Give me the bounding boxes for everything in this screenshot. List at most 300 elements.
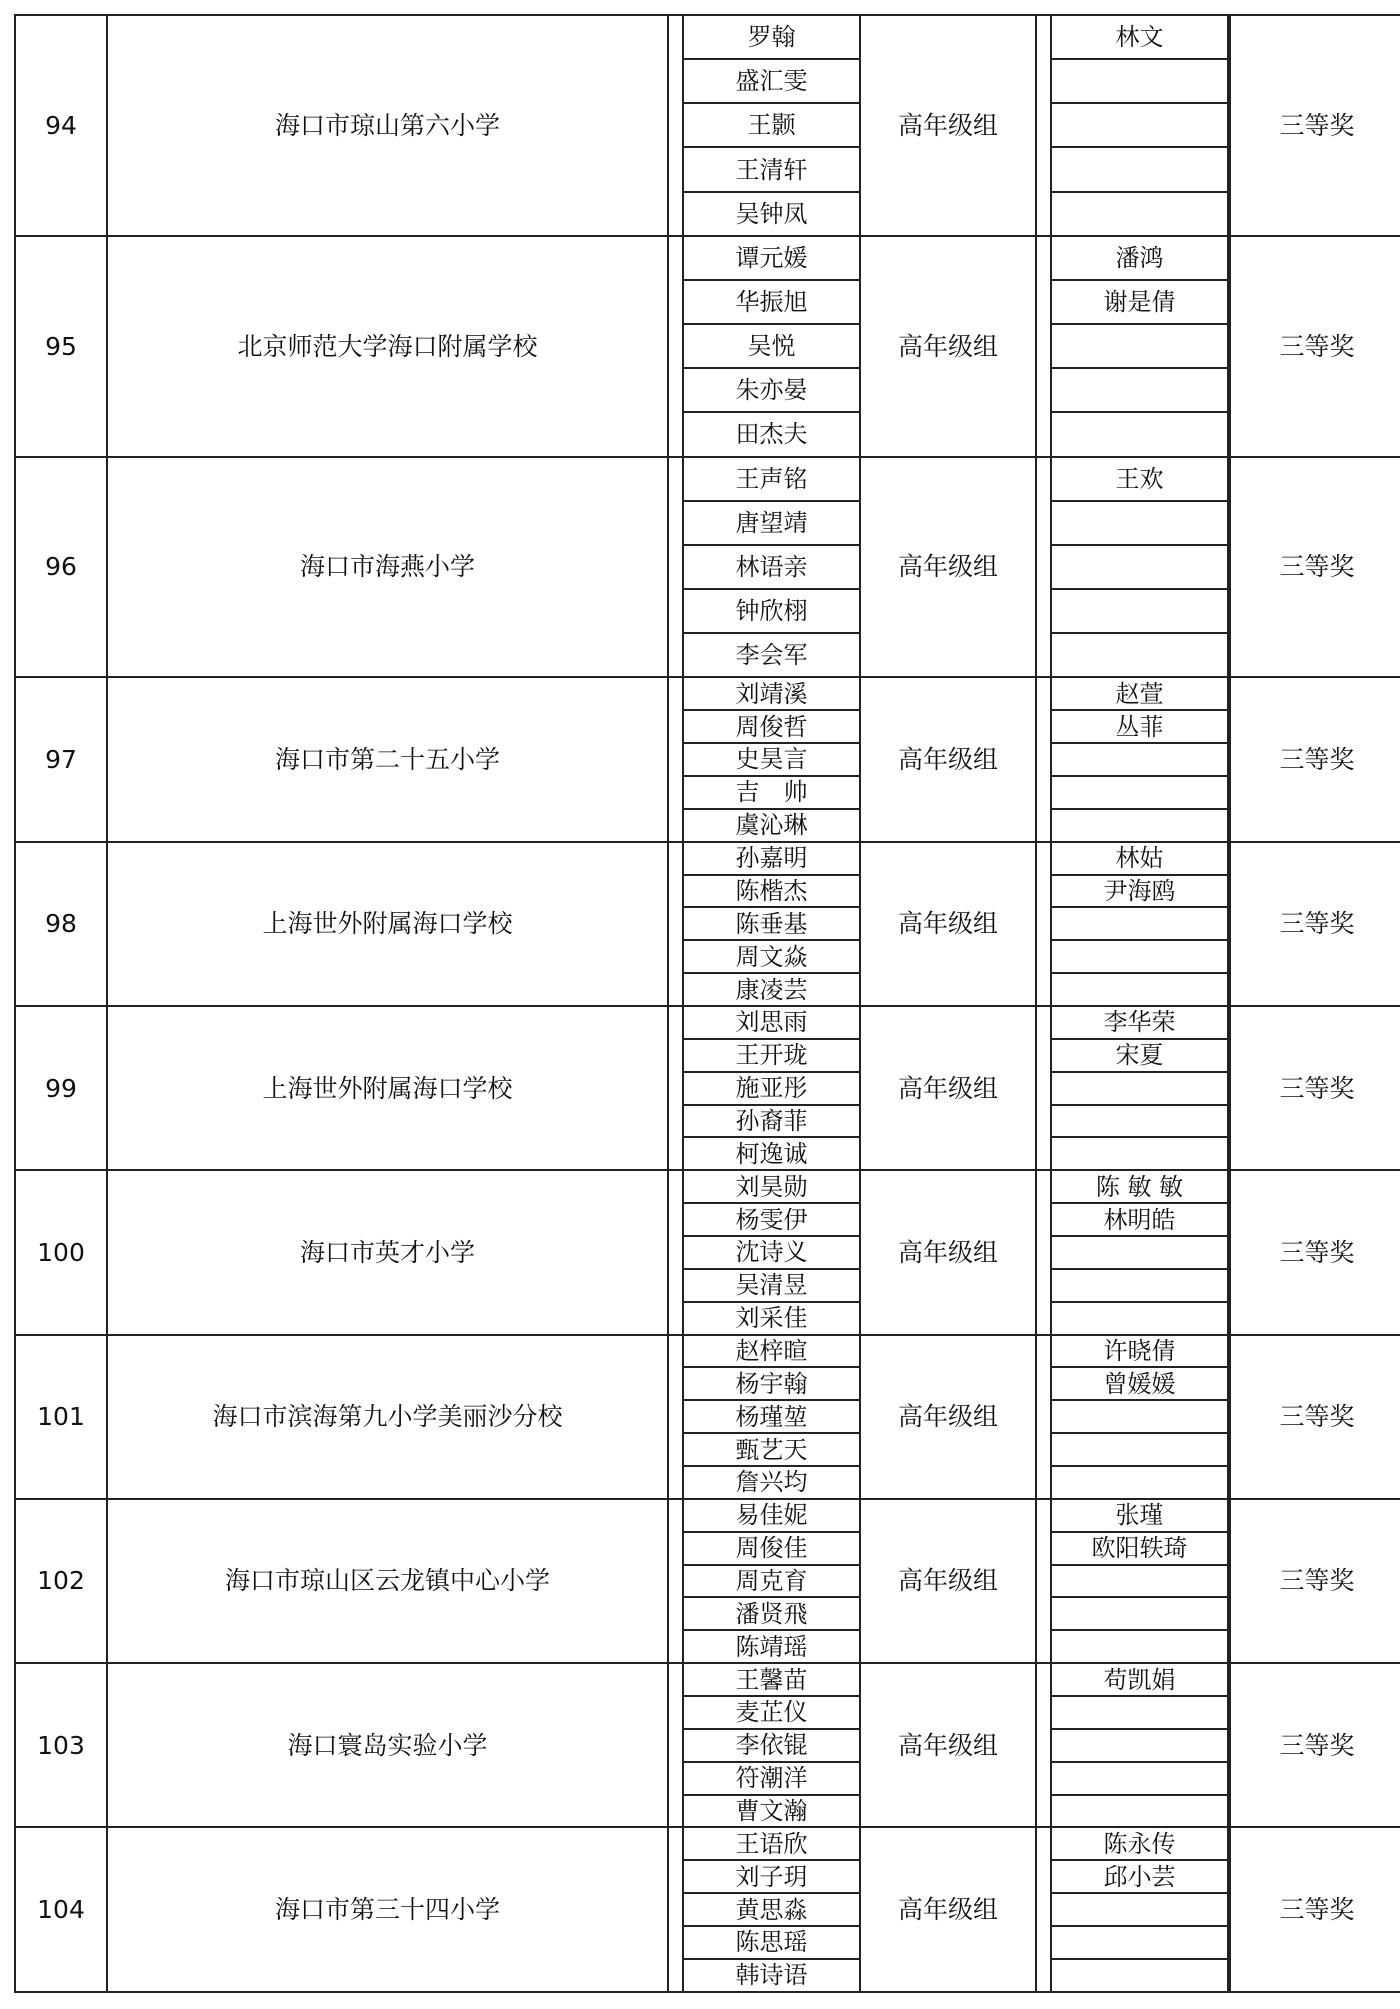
student-name-cell: 盛汇雯 bbox=[683, 59, 860, 103]
spacer-cell bbox=[668, 545, 683, 589]
student-name-cell: 田杰夫 bbox=[683, 412, 860, 456]
award-cell: 三等奖 bbox=[1230, 1499, 1400, 1663]
award-table-body bbox=[15, 15, 1400, 1992]
teacher-name-cell bbox=[1051, 412, 1228, 456]
spacer-cell bbox=[1228, 59, 1230, 103]
spacer-cell bbox=[1036, 1302, 1051, 1335]
spacer-cell bbox=[1036, 1893, 1051, 1926]
student-name-cell: 陈楷杰 bbox=[683, 875, 860, 908]
spacer-cell bbox=[1228, 1203, 1230, 1236]
spacer-cell bbox=[668, 1729, 683, 1762]
student-name-cell: 周俊佳 bbox=[683, 1532, 860, 1565]
teacher-name-cell bbox=[1051, 103, 1228, 147]
spacer-cell bbox=[1036, 940, 1051, 973]
spacer-cell bbox=[1228, 192, 1230, 236]
spacer-cell bbox=[1228, 1466, 1230, 1499]
spacer-cell bbox=[1036, 842, 1051, 875]
table-row bbox=[15, 1006, 1400, 1039]
teacher-name-cell: 王欢 bbox=[1051, 457, 1228, 501]
award-table bbox=[14, 14, 1400, 1993]
spacer-cell bbox=[1036, 1433, 1051, 1466]
spacer-cell bbox=[1228, 1367, 1230, 1400]
table-row bbox=[15, 677, 1400, 710]
student-name-cell: 潘贤飛 bbox=[683, 1597, 860, 1630]
student-name-cell: 钟欣栩 bbox=[683, 589, 860, 633]
table-row bbox=[15, 1827, 1400, 1860]
teacher-name-cell bbox=[1051, 1137, 1228, 1170]
table-row bbox=[15, 1499, 1400, 1532]
teacher-name-cell bbox=[1051, 589, 1228, 633]
spacer-cell bbox=[1228, 809, 1230, 842]
teacher-name-cell bbox=[1051, 809, 1228, 842]
spacer-cell bbox=[668, 147, 683, 191]
spacer-cell bbox=[1036, 1170, 1051, 1203]
teacher-name-cell: 潘鸿 bbox=[1051, 236, 1228, 280]
spacer-cell bbox=[1228, 412, 1230, 456]
entry-number-cell: 98 bbox=[15, 842, 107, 1006]
spacer-cell bbox=[1228, 1433, 1230, 1466]
spacer-cell bbox=[668, 1269, 683, 1302]
teacher-name-cell bbox=[1051, 907, 1228, 940]
teacher-name-cell: 李华荣 bbox=[1051, 1006, 1228, 1039]
spacer-cell bbox=[668, 103, 683, 147]
spacer-cell bbox=[1036, 1532, 1051, 1565]
student-name-cell: 柯逸诚 bbox=[683, 1137, 860, 1170]
spacer-cell bbox=[668, 710, 683, 743]
student-name-cell: 康凌芸 bbox=[683, 973, 860, 1006]
teacher-name-cell: 陈 敏 敏 bbox=[1051, 1170, 1228, 1203]
teacher-name-cell bbox=[1051, 1565, 1228, 1598]
spacer-cell bbox=[668, 1039, 683, 1072]
spacer-cell bbox=[668, 457, 683, 501]
teacher-name-cell bbox=[1051, 1269, 1228, 1302]
teacher-name-cell: 谢是倩 bbox=[1051, 280, 1228, 324]
student-name-cell: 韩诗语 bbox=[683, 1959, 860, 1992]
student-name-cell: 吴清昱 bbox=[683, 1269, 860, 1302]
spacer-cell bbox=[1228, 545, 1230, 589]
spacer-cell bbox=[668, 940, 683, 973]
spacer-cell bbox=[668, 1893, 683, 1926]
student-name-cell: 符潮洋 bbox=[683, 1762, 860, 1795]
entry-number-cell: 103 bbox=[15, 1663, 107, 1827]
spacer-cell bbox=[668, 973, 683, 1006]
teacher-name-cell bbox=[1051, 1926, 1228, 1959]
student-name-cell: 虞沁琳 bbox=[683, 809, 860, 842]
spacer-cell bbox=[1036, 907, 1051, 940]
teacher-name-cell bbox=[1051, 1433, 1228, 1466]
spacer-cell bbox=[1036, 15, 1051, 59]
teacher-name-cell bbox=[1051, 1795, 1228, 1828]
student-name-cell: 唐望靖 bbox=[683, 501, 860, 545]
spacer-cell bbox=[1036, 236, 1051, 280]
spacer-cell bbox=[1036, 776, 1051, 809]
student-name-cell: 林语亲 bbox=[683, 545, 860, 589]
group-cell: 高年级组 bbox=[860, 1335, 1036, 1499]
spacer-cell bbox=[1228, 1302, 1230, 1335]
spacer-cell bbox=[668, 1597, 683, 1630]
teacher-name-cell bbox=[1051, 1302, 1228, 1335]
entry-number-cell: 100 bbox=[15, 1170, 107, 1334]
spacer-cell bbox=[668, 1499, 683, 1532]
spacer-cell bbox=[1228, 1959, 1230, 1992]
student-name-cell: 史昊言 bbox=[683, 743, 860, 776]
teacher-name-cell bbox=[1051, 1072, 1228, 1105]
spacer-cell bbox=[1228, 1762, 1230, 1795]
spacer-cell bbox=[1036, 743, 1051, 776]
teacher-name-cell bbox=[1051, 1630, 1228, 1663]
spacer-cell bbox=[1036, 103, 1051, 147]
spacer-cell bbox=[668, 1959, 683, 1992]
student-name-cell: 陈思瑶 bbox=[683, 1926, 860, 1959]
student-name-cell: 孙嘉明 bbox=[683, 842, 860, 875]
spacer-cell bbox=[668, 1137, 683, 1170]
spacer-cell bbox=[1228, 1137, 1230, 1170]
spacer-cell bbox=[668, 1696, 683, 1729]
spacer-cell bbox=[668, 1795, 683, 1828]
award-cell: 三等奖 bbox=[1230, 1170, 1400, 1334]
spacer-cell bbox=[668, 59, 683, 103]
spacer-cell bbox=[1036, 1466, 1051, 1499]
spacer-cell bbox=[1036, 1860, 1051, 1893]
spacer-cell bbox=[1228, 907, 1230, 940]
teacher-name-cell bbox=[1051, 192, 1228, 236]
table-row bbox=[15, 842, 1400, 875]
teacher-name-cell: 邱小芸 bbox=[1051, 1860, 1228, 1893]
spacer-cell bbox=[1036, 1565, 1051, 1598]
student-name-cell: 詹兴均 bbox=[683, 1466, 860, 1499]
spacer-cell bbox=[1228, 1400, 1230, 1433]
school-name-cell: 北京师范大学海口附属学校 bbox=[107, 236, 668, 457]
award-cell: 三等奖 bbox=[1230, 1335, 1400, 1499]
spacer-cell bbox=[1036, 1499, 1051, 1532]
group-cell: 高年级组 bbox=[860, 15, 1036, 236]
student-name-cell: 朱亦晏 bbox=[683, 368, 860, 412]
student-name-cell: 王开珑 bbox=[683, 1039, 860, 1072]
spacer-cell bbox=[668, 1302, 683, 1335]
school-name-cell: 海口市第二十五小学 bbox=[107, 677, 668, 841]
spacer-cell bbox=[1036, 501, 1051, 545]
spacer-cell bbox=[1228, 1597, 1230, 1630]
spacer-cell bbox=[668, 1335, 683, 1368]
spacer-cell bbox=[668, 324, 683, 368]
table-row bbox=[15, 457, 1400, 501]
teacher-name-cell bbox=[1051, 633, 1228, 677]
spacer-cell bbox=[1036, 457, 1051, 501]
spacer-cell bbox=[1228, 280, 1230, 324]
entry-number-cell: 101 bbox=[15, 1335, 107, 1499]
spacer-cell bbox=[1036, 412, 1051, 456]
spacer-cell bbox=[668, 1565, 683, 1598]
student-name-cell: 周俊哲 bbox=[683, 710, 860, 743]
entry-number-cell: 97 bbox=[15, 677, 107, 841]
student-name-cell: 刘思雨 bbox=[683, 1006, 860, 1039]
teacher-name-cell bbox=[1051, 1400, 1228, 1433]
spacer-cell bbox=[1036, 1597, 1051, 1630]
spacer-cell bbox=[668, 280, 683, 324]
spacer-cell bbox=[1036, 1795, 1051, 1828]
spacer-cell bbox=[1036, 192, 1051, 236]
spacer-cell bbox=[1036, 368, 1051, 412]
spacer-cell bbox=[1228, 1039, 1230, 1072]
spacer-cell bbox=[1036, 1105, 1051, 1138]
spacer-cell bbox=[668, 1926, 683, 1959]
student-name-cell: 华振旭 bbox=[683, 280, 860, 324]
student-name-cell: 施亚彤 bbox=[683, 1072, 860, 1105]
student-name-cell: 陈垂基 bbox=[683, 907, 860, 940]
spacer-cell bbox=[1228, 501, 1230, 545]
entry-number-cell: 102 bbox=[15, 1499, 107, 1663]
spacer-cell bbox=[1228, 1795, 1230, 1828]
group-cell: 高年级组 bbox=[860, 677, 1036, 841]
spacer-cell bbox=[1228, 103, 1230, 147]
teacher-name-cell bbox=[1051, 368, 1228, 412]
student-name-cell: 曹文瀚 bbox=[683, 1795, 860, 1828]
group-cell: 高年级组 bbox=[860, 1006, 1036, 1170]
spacer-cell bbox=[1036, 280, 1051, 324]
student-name-cell: 周克育 bbox=[683, 1565, 860, 1598]
teacher-name-cell: 张瑾 bbox=[1051, 1499, 1228, 1532]
spacer-cell bbox=[1228, 1729, 1230, 1762]
teacher-name-cell: 林明皓 bbox=[1051, 1203, 1228, 1236]
teacher-name-cell: 林文 bbox=[1051, 15, 1228, 59]
teacher-name-cell bbox=[1051, 545, 1228, 589]
table-row bbox=[15, 1335, 1400, 1368]
spacer-cell bbox=[1228, 875, 1230, 908]
spacer-cell bbox=[1036, 1039, 1051, 1072]
spacer-cell bbox=[1036, 589, 1051, 633]
spacer-cell bbox=[1036, 1729, 1051, 1762]
spacer-cell bbox=[668, 412, 683, 456]
spacer-cell bbox=[668, 842, 683, 875]
spacer-cell bbox=[1036, 1367, 1051, 1400]
award-cell: 三等奖 bbox=[1230, 842, 1400, 1006]
group-cell: 高年级组 bbox=[860, 842, 1036, 1006]
spacer-cell bbox=[668, 1203, 683, 1236]
student-name-cell: 沈诗义 bbox=[683, 1236, 860, 1269]
student-name-cell: 刘子玥 bbox=[683, 1860, 860, 1893]
student-name-cell: 王馨苗 bbox=[683, 1663, 860, 1696]
table-row bbox=[15, 1170, 1400, 1203]
group-cell: 高年级组 bbox=[860, 1663, 1036, 1827]
teacher-name-cell: 丛菲 bbox=[1051, 710, 1228, 743]
entry-number-cell: 96 bbox=[15, 457, 107, 678]
school-name-cell: 海口市第三十四小学 bbox=[107, 1827, 668, 1992]
group-cell: 高年级组 bbox=[860, 1170, 1036, 1334]
spacer-cell bbox=[1228, 1269, 1230, 1302]
student-name-cell: 孙裔菲 bbox=[683, 1105, 860, 1138]
teacher-name-cell bbox=[1051, 940, 1228, 973]
teacher-name-cell bbox=[1051, 776, 1228, 809]
teacher-name-cell bbox=[1051, 1959, 1228, 1992]
spacer-cell bbox=[1036, 1236, 1051, 1269]
spacer-cell bbox=[668, 907, 683, 940]
school-name-cell: 海口市滨海第九小学美丽沙分校 bbox=[107, 1335, 668, 1499]
spacer-cell bbox=[668, 1466, 683, 1499]
teacher-name-cell: 尹海鸥 bbox=[1051, 875, 1228, 908]
school-name-cell: 海口市海燕小学 bbox=[107, 457, 668, 678]
spacer-cell bbox=[1228, 633, 1230, 677]
entry-number-cell: 94 bbox=[15, 15, 107, 236]
spacer-cell bbox=[668, 743, 683, 776]
spacer-cell bbox=[1228, 973, 1230, 1006]
spacer-cell bbox=[1036, 1269, 1051, 1302]
spacer-cell bbox=[668, 633, 683, 677]
teacher-name-cell bbox=[1051, 1762, 1228, 1795]
award-cell: 三等奖 bbox=[1230, 1827, 1400, 1992]
entry-number-cell: 104 bbox=[15, 1827, 107, 1992]
spacer-cell bbox=[1036, 1762, 1051, 1795]
student-name-cell: 李依锟 bbox=[683, 1729, 860, 1762]
spacer-cell bbox=[1036, 1663, 1051, 1696]
spacer-cell bbox=[668, 875, 683, 908]
award-cell: 三等奖 bbox=[1230, 15, 1400, 236]
spacer-cell bbox=[668, 1105, 683, 1138]
teacher-name-cell bbox=[1051, 324, 1228, 368]
spacer-cell bbox=[668, 809, 683, 842]
spacer-cell bbox=[668, 1072, 683, 1105]
spacer-cell bbox=[1036, 1630, 1051, 1663]
entry-number-cell: 95 bbox=[15, 236, 107, 457]
teacher-name-cell: 赵萱 bbox=[1051, 677, 1228, 710]
award-cell: 三等奖 bbox=[1230, 1663, 1400, 1827]
teacher-name-cell: 陈永传 bbox=[1051, 1827, 1228, 1860]
award-list-sheet bbox=[14, 14, 1383, 1993]
spacer-cell bbox=[1036, 1203, 1051, 1236]
spacer-cell bbox=[668, 1170, 683, 1203]
spacer-cell bbox=[1228, 1105, 1230, 1138]
spacer-cell bbox=[668, 192, 683, 236]
spacer-cell bbox=[1228, 1630, 1230, 1663]
spacer-cell bbox=[668, 1236, 683, 1269]
school-name-cell: 海口寰岛实验小学 bbox=[107, 1663, 668, 1827]
table-row bbox=[15, 1663, 1400, 1696]
spacer-cell bbox=[1036, 1926, 1051, 1959]
spacer-cell bbox=[1036, 545, 1051, 589]
student-name-cell: 甄艺天 bbox=[683, 1433, 860, 1466]
student-name-cell: 周文焱 bbox=[683, 940, 860, 973]
spacer-cell bbox=[1228, 1696, 1230, 1729]
spacer-cell bbox=[1228, 1236, 1230, 1269]
teacher-name-cell bbox=[1051, 59, 1228, 103]
spacer-cell bbox=[1228, 743, 1230, 776]
spacer-cell bbox=[1228, 324, 1230, 368]
school-name-cell: 海口市琼山第六小学 bbox=[107, 15, 668, 236]
teacher-name-cell bbox=[1051, 1236, 1228, 1269]
spacer-cell bbox=[668, 1630, 683, 1663]
spacer-cell bbox=[1228, 147, 1230, 191]
student-name-cell: 黄思淼 bbox=[683, 1893, 860, 1926]
group-cell: 高年级组 bbox=[860, 457, 1036, 678]
spacer-cell bbox=[1228, 1072, 1230, 1105]
teacher-name-cell bbox=[1051, 1696, 1228, 1729]
student-name-cell: 陈靖瑶 bbox=[683, 1630, 860, 1663]
teacher-name-cell: 欧阳轶琦 bbox=[1051, 1532, 1228, 1565]
spacer-cell bbox=[1228, 1926, 1230, 1959]
student-name-cell: 王颢 bbox=[683, 103, 860, 147]
student-name-cell: 杨瑾堃 bbox=[683, 1400, 860, 1433]
spacer-cell bbox=[668, 677, 683, 710]
spacer-cell bbox=[1036, 59, 1051, 103]
student-name-cell: 杨宇翰 bbox=[683, 1367, 860, 1400]
spacer-cell bbox=[1228, 1565, 1230, 1598]
teacher-name-cell: 宋夏 bbox=[1051, 1039, 1228, 1072]
spacer-cell bbox=[668, 1663, 683, 1696]
spacer-cell bbox=[668, 1532, 683, 1565]
table-row bbox=[15, 236, 1400, 280]
student-name-cell: 刘采佳 bbox=[683, 1302, 860, 1335]
teacher-name-cell: 林姑 bbox=[1051, 842, 1228, 875]
spacer-cell bbox=[1036, 147, 1051, 191]
spacer-cell bbox=[1228, 1532, 1230, 1565]
student-name-cell: 赵梓暄 bbox=[683, 1335, 860, 1368]
teacher-name-cell bbox=[1051, 1893, 1228, 1926]
school-name-cell: 上海世外附属海口学校 bbox=[107, 842, 668, 1006]
spacer-cell bbox=[1036, 1335, 1051, 1368]
spacer-cell bbox=[1228, 1893, 1230, 1926]
award-cell: 三等奖 bbox=[1230, 236, 1400, 457]
entry-number-cell: 99 bbox=[15, 1006, 107, 1170]
spacer-cell bbox=[668, 501, 683, 545]
teacher-name-cell bbox=[1051, 1466, 1228, 1499]
spacer-cell bbox=[1036, 1006, 1051, 1039]
teacher-name-cell bbox=[1051, 501, 1228, 545]
spacer-cell bbox=[1036, 809, 1051, 842]
teacher-name-cell bbox=[1051, 1729, 1228, 1762]
spacer-cell bbox=[1228, 368, 1230, 412]
teacher-name-cell bbox=[1051, 1105, 1228, 1138]
student-name-cell: 吴悦 bbox=[683, 324, 860, 368]
student-name-cell: 吉 帅 bbox=[683, 776, 860, 809]
spacer-cell bbox=[1036, 324, 1051, 368]
spacer-cell bbox=[668, 1762, 683, 1795]
spacer-cell bbox=[1228, 1860, 1230, 1893]
spacer-cell bbox=[668, 1827, 683, 1860]
spacer-cell bbox=[1036, 1696, 1051, 1729]
spacer-cell bbox=[668, 236, 683, 280]
school-name-cell: 海口市琼山区云龙镇中心小学 bbox=[107, 1499, 668, 1663]
teacher-name-cell bbox=[1051, 743, 1228, 776]
award-cell: 三等奖 bbox=[1230, 457, 1400, 678]
spacer-cell bbox=[1036, 710, 1051, 743]
student-name-cell: 王声铭 bbox=[683, 457, 860, 501]
spacer-cell bbox=[668, 776, 683, 809]
spacer-cell bbox=[1036, 1137, 1051, 1170]
teacher-name-cell: 许晓倩 bbox=[1051, 1335, 1228, 1368]
spacer-cell bbox=[668, 368, 683, 412]
spacer-cell bbox=[1036, 973, 1051, 1006]
spacer-cell bbox=[1036, 1400, 1051, 1433]
spacer-cell bbox=[668, 1433, 683, 1466]
table-row bbox=[15, 15, 1400, 59]
teacher-name-cell bbox=[1051, 1597, 1228, 1630]
student-name-cell: 刘靖溪 bbox=[683, 677, 860, 710]
student-name-cell: 吴钟凤 bbox=[683, 192, 860, 236]
spacer-cell bbox=[1036, 1959, 1051, 1992]
student-name-cell: 王清轩 bbox=[683, 147, 860, 191]
spacer-cell bbox=[668, 1400, 683, 1433]
spacer-cell bbox=[668, 1860, 683, 1893]
spacer-cell bbox=[1036, 875, 1051, 908]
spacer-cell bbox=[1036, 1827, 1051, 1860]
spacer-cell bbox=[668, 1006, 683, 1039]
teacher-name-cell: 苟凯娟 bbox=[1051, 1663, 1228, 1696]
award-cell: 三等奖 bbox=[1230, 1006, 1400, 1170]
award-cell: 三等奖 bbox=[1230, 677, 1400, 841]
student-name-cell: 刘昊勋 bbox=[683, 1170, 860, 1203]
teacher-name-cell bbox=[1051, 147, 1228, 191]
student-name-cell: 王语欣 bbox=[683, 1827, 860, 1860]
student-name-cell: 易佳妮 bbox=[683, 1499, 860, 1532]
